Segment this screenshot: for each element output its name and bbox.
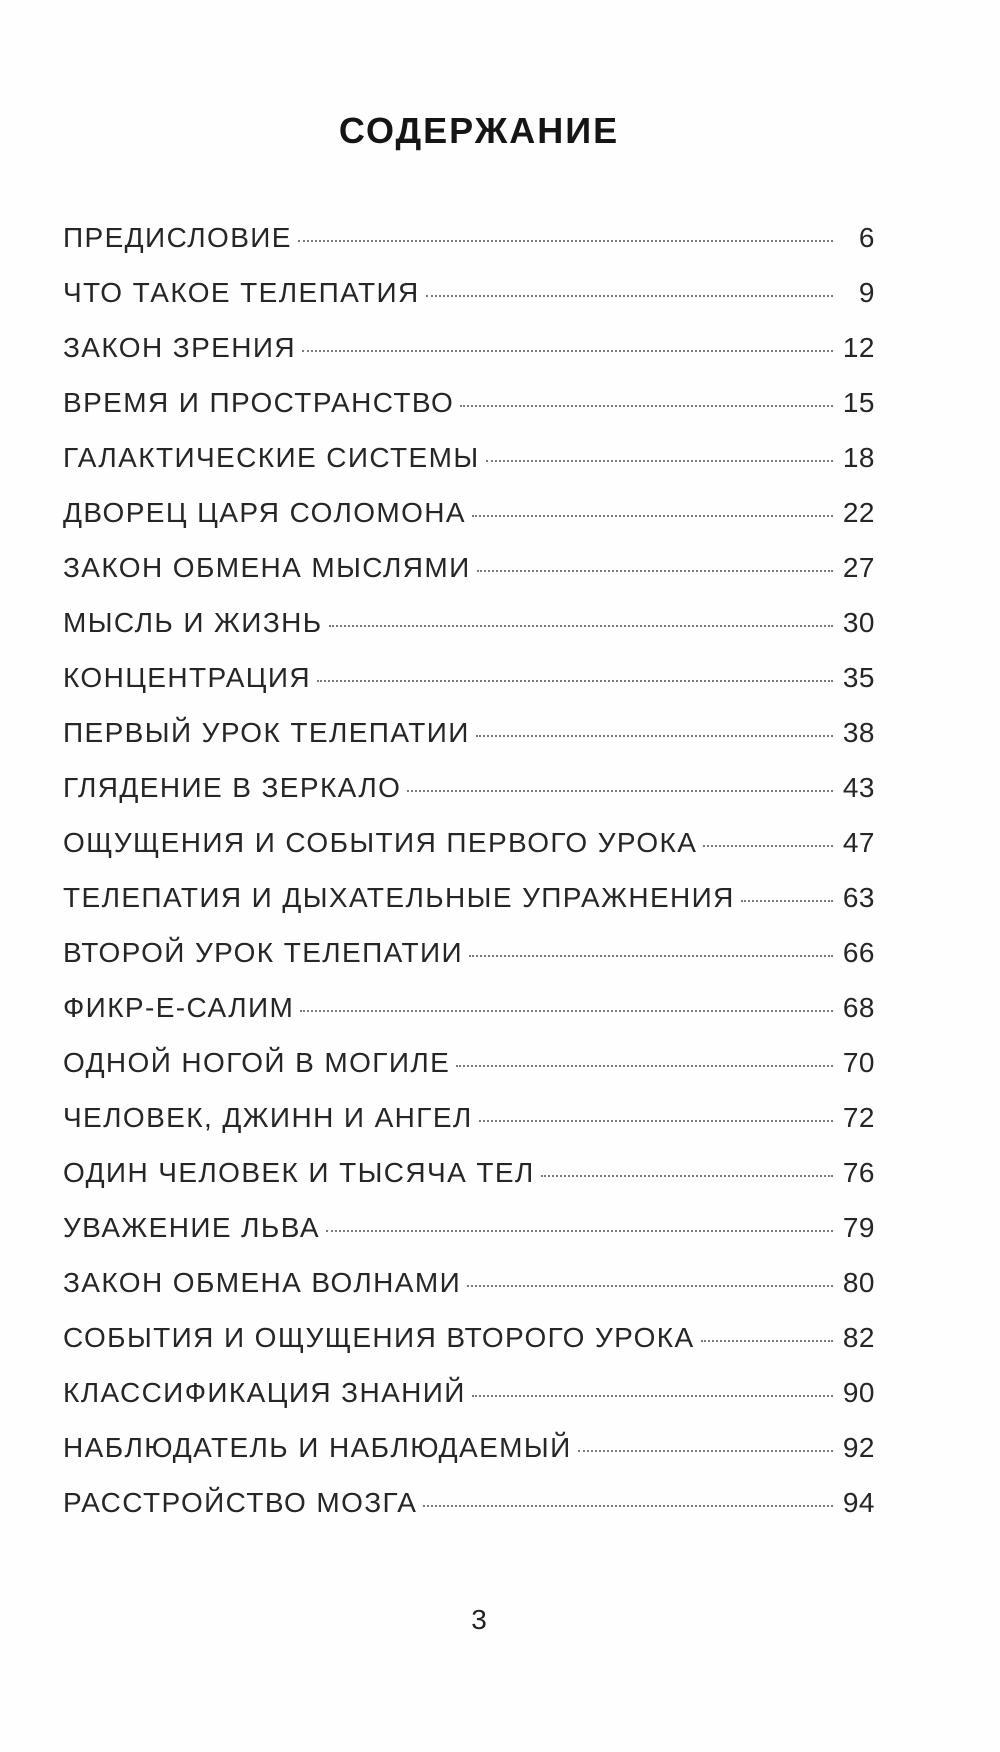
toc-entry-page: 12 <box>842 332 875 363</box>
toc-entry-page: 63 <box>842 882 875 913</box>
toc-entry-page: 70 <box>842 1047 875 1078</box>
toc-entry-page: 79 <box>842 1212 875 1243</box>
toc-entry-label: ДВОРЕЦ ЦАРЯ СОЛОМОНА <box>63 497 467 528</box>
toc-entry-label: ЗАКОН ОБМЕНА ВОЛНАМИ <box>63 1267 462 1298</box>
toc-entry-label: ОДНОЙ НОГОЙ В МОГИЛЕ <box>63 1047 451 1078</box>
toc-entry-page: 38 <box>842 717 875 748</box>
toc-entry <box>63 1377 875 1432</box>
toc-entry-label: КОНЦЕНТРАЦИЯ <box>63 662 312 693</box>
toc-entry-page: 68 <box>842 992 875 1023</box>
dot-leader <box>578 1450 833 1452</box>
toc-entry <box>63 882 875 937</box>
toc-entry-page: 47 <box>842 827 875 858</box>
dot-leader <box>426 295 833 297</box>
toc-entry-page: 30 <box>842 607 875 638</box>
dot-leader <box>456 1065 833 1067</box>
toc-entry-label: ПЕРВЫЙ УРОК ТЕЛЕПАТИИ <box>63 717 470 748</box>
toc-entry <box>63 222 875 277</box>
toc-entry <box>63 717 875 772</box>
dot-leader <box>423 1505 833 1507</box>
toc-entry-label: ЧТО ТАКОЕ ТЕЛЕПАТИЯ <box>63 277 420 308</box>
toc-entry-page: 72 <box>842 1102 875 1133</box>
toc-entry-label: ЧЕЛОВЕК, ДЖИНН И АНГЕЛ <box>63 1102 473 1133</box>
dot-leader <box>701 1340 833 1342</box>
toc-entry-label: ПРЕДИСЛОВИЕ <box>63 222 292 253</box>
toc-entry-page: 22 <box>842 497 875 528</box>
dot-leader <box>460 405 833 407</box>
toc-entry-label: ФИКР-Е-САЛИМ <box>63 992 295 1023</box>
toc-entry-page: 94 <box>842 1487 875 1518</box>
toc-entry <box>63 662 875 717</box>
toc-entry <box>63 1212 875 1267</box>
toc-entry-page: 6 <box>858 222 875 253</box>
toc-entry <box>63 332 875 387</box>
dot-leader <box>472 515 833 517</box>
dot-leader <box>741 900 833 902</box>
toc-entry-label: СОБЫТИЯ И ОЩУЩЕНИЯ ВТОРОГО УРОКА <box>63 1322 695 1353</box>
toc-entry <box>63 552 875 607</box>
dot-leader <box>317 680 833 682</box>
toc-entry <box>63 827 875 882</box>
toc-entry <box>63 1432 875 1487</box>
toc-entry-page: 35 <box>842 662 875 693</box>
toc-entry <box>63 992 875 1047</box>
toc-entry <box>63 1157 875 1212</box>
toc-entry <box>63 1102 875 1157</box>
toc-entry <box>63 1487 875 1542</box>
toc-entry-page: 80 <box>842 1267 875 1298</box>
toc-entry-label: ОЩУЩЕНИЯ И СОБЫТИЯ ПЕРВОГО УРОКА <box>63 827 698 858</box>
toc-entry-label: ГАЛАКТИЧЕСКИЕ СИСТЕМЫ <box>63 442 480 473</box>
toc-entry-page: 43 <box>842 772 875 803</box>
toc-entry-page: 27 <box>842 552 875 583</box>
dot-leader <box>298 240 833 242</box>
dot-leader <box>300 1010 833 1012</box>
toc-entry-label: ТЕЛЕПАТИЯ И ДЫХАТЕЛЬНЫЕ УПРАЖНЕНИЯ <box>63 882 735 913</box>
toc-entry <box>63 607 875 662</box>
toc-entry-page: 92 <box>842 1432 875 1463</box>
toc-entry-page: 18 <box>842 442 875 473</box>
toc-entry-page: 66 <box>842 937 875 968</box>
dot-leader <box>472 1395 833 1397</box>
toc-entry-page: 9 <box>858 277 875 308</box>
dot-leader <box>541 1175 833 1177</box>
dot-leader <box>326 1230 833 1232</box>
toc-entry <box>63 1267 875 1322</box>
dot-leader <box>703 845 833 847</box>
toc-entry-label: УВАЖЕНИЕ ЛЬВА <box>63 1212 320 1243</box>
toc-entry <box>63 497 875 552</box>
toc-entry <box>63 1047 875 1102</box>
toc-entry <box>63 937 875 992</box>
toc-entry <box>63 772 875 827</box>
toc-entry-label: МЫСЛЬ И ЖИЗНЬ <box>63 607 323 638</box>
dot-leader <box>467 1285 833 1287</box>
toc-entry-page: 82 <box>842 1322 875 1353</box>
dot-leader <box>329 625 833 627</box>
toc-entry-label: КЛАССИФИКАЦИЯ ЗНАНИЙ <box>63 1377 466 1408</box>
toc-entry-page: 76 <box>842 1157 875 1188</box>
toc-entry-label: ОДИН ЧЕЛОВЕК И ТЫСЯЧА ТЕЛ <box>63 1157 535 1188</box>
toc-entry-label: ЗАКОН ЗРЕНИЯ <box>63 332 296 363</box>
toc-entry-label: РАССТРОЙСТВО МОЗГА <box>63 1487 418 1518</box>
dot-leader <box>477 570 833 572</box>
toc-entry-label: ЗАКОН ОБМЕНА МЫСЛЯМИ <box>63 552 471 583</box>
page-number: 3 <box>471 1604 487 1635</box>
dot-leader <box>469 955 833 957</box>
toc-entry <box>63 277 875 332</box>
dot-leader <box>479 1120 833 1122</box>
toc-entry-label: ВТОРОЙ УРОК ТЕЛЕПАТИИ <box>63 937 464 968</box>
toc-entry <box>63 1322 875 1377</box>
table-of-contents <box>63 222 875 1542</box>
toc-entry <box>63 387 875 442</box>
dot-leader <box>302 350 833 352</box>
dot-leader <box>476 735 833 737</box>
dot-leader <box>407 790 833 792</box>
toc-entry <box>63 442 875 497</box>
toc-entry-label: ГЛЯДЕНИЕ В ЗЕРКАЛО <box>63 772 402 803</box>
dot-leader <box>486 460 833 462</box>
toc-entry-label: НАБЛЮДАТЕЛЬ И НАБЛЮДАЕМЫЙ <box>63 1432 572 1463</box>
toc-entry-label: ВРЕМЯ И ПРОСТРАНСТВО <box>63 387 455 418</box>
page-title: СОДЕРЖАНИЕ <box>338 110 620 152</box>
toc-entry-page: 90 <box>842 1377 875 1408</box>
toc-entry-page: 15 <box>842 387 875 418</box>
